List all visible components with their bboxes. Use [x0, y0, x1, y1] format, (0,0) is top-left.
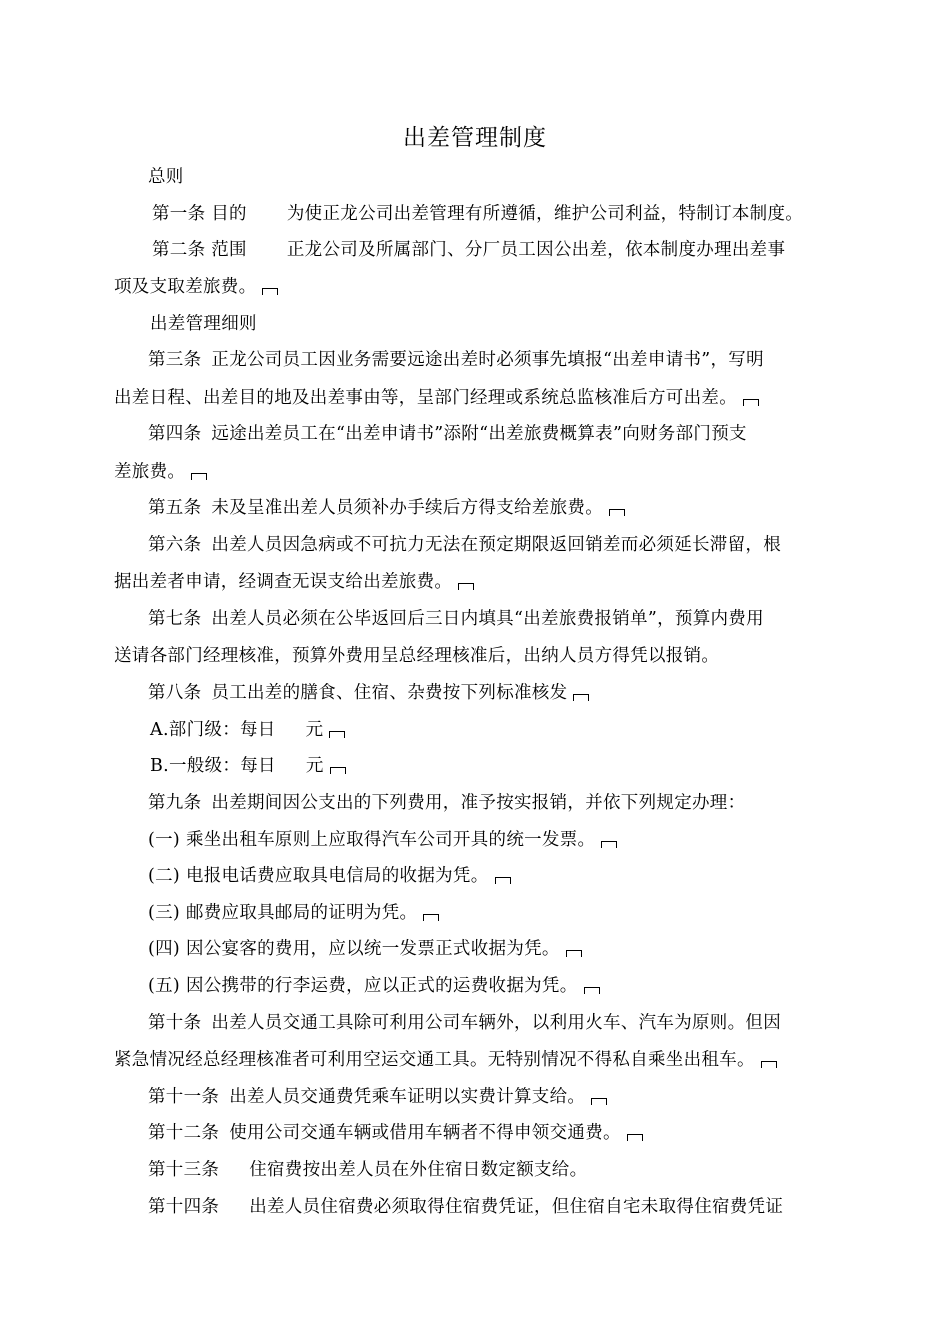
paragraph-mark-icon: [609, 509, 625, 516]
standard-general-level: B.一般级：每日 元: [150, 753, 346, 779]
article-10: 第十条 出差人员交通工具除可利用公司车辆外，以利用火车、汽车为原则。但因: [148, 1013, 782, 1033]
section-heading-details: 出差管理细则: [150, 314, 257, 334]
paragraph-mark-icon: [423, 914, 439, 921]
paragraph-mark-icon: [262, 288, 278, 295]
paragraph-mark-icon: [627, 1134, 643, 1141]
paragraph-mark-icon: [761, 1061, 777, 1068]
paragraph-mark-icon: [573, 694, 589, 701]
article-3-cont: 出差日程、出差目的地及出差事由等，呈部门经理或系统总监核准后方可出差。: [114, 385, 759, 411]
paragraph-mark-icon: [743, 399, 759, 406]
article-1: 第一条 目的 为使正龙公司出差管理有所遵循，维护公司利益，特制订本制度。: [152, 204, 804, 224]
article-12: 第十二条 使用公司交通车辆或借用车辆者不得申领交通费。: [148, 1120, 643, 1146]
article-5: 第五条 未及呈准出差人员须补办手续后方得支给差旅费。: [148, 495, 625, 521]
paragraph-mark-icon: [458, 583, 474, 590]
paragraph-mark-icon: [566, 950, 582, 957]
article-3: 第三条 正龙公司员工因业务需要远途出差时必须事先填报“出差申请书”，写明: [148, 350, 764, 370]
article-6-cont: 据出差者申请，经调查无误支给出差旅费。: [114, 569, 474, 595]
article-9-item-3: (三) 邮费应取具邮局的证明为凭。: [148, 900, 439, 926]
standard-department-level: A.部门级：每日 元: [150, 717, 345, 743]
article-13: 第十三条 住宿费按出差人员在外住宿日数定额支给。: [148, 1160, 588, 1180]
article-4: 第四条 远途出差员工在“出差申请书”添附“出差旅费概算表”向财务部门预支: [148, 424, 747, 444]
article-2: 第二条 范围 正龙公司及所属部门、分厂员工因公出差，依本制度办理出差事: [152, 240, 786, 260]
paragraph-mark-icon: [191, 473, 207, 480]
article-14: 第十四条 出差人员住宿费必须取得住宿费凭证，但住宿自宅未取得住宿费凭证: [148, 1197, 784, 1217]
article-9-item-5: (五) 因公携带的行李运费，应以正式的运费收据为凭。: [148, 973, 600, 999]
article-7-cont: 送请各部门经理核准，预算外费用呈总经理核准后，出纳人员方得凭以报销。: [114, 646, 720, 666]
article-9-item-1: (一) 乘坐出租车原则上应取得汽车公司开具的统一发票。: [148, 827, 617, 853]
paragraph-mark-icon: [329, 731, 345, 738]
article-4-cont: 差旅费。: [114, 459, 207, 485]
section-heading-general: 总则: [148, 167, 184, 187]
article-10-cont: 紧急情况经总经理核准者可利用空运交通工具。无特别情况不得私自乘坐出租车。: [114, 1047, 777, 1073]
paragraph-mark-icon: [330, 767, 346, 774]
article-8: 第八条 员工出差的膳食、住宿、杂费按下列标准核发: [148, 680, 589, 706]
document-title: 出差管理制度: [403, 125, 547, 151]
article-2-cont: 项及支取差旅费。: [114, 274, 278, 300]
article-9: 第九条 出差期间因公支出的下列费用，准予按实报销，并依下列规定办理：: [148, 793, 746, 813]
article-6: 第六条 出差人员因急病或不可抗力无法在预定期限返回销差而必须延长滞留，根: [148, 535, 782, 555]
paragraph-mark-icon: [495, 877, 511, 884]
article-9-item-2: (二) 电报电话费应取具电信局的收据为凭。: [148, 863, 511, 889]
article-11: 第十一条 出差人员交通费凭乘车证明以实费计算支给。: [148, 1084, 607, 1110]
article-9-item-4: (四) 因公宴客的费用，应以统一发票正式收据为凭。: [148, 936, 582, 962]
paragraph-mark-icon: [601, 841, 617, 848]
paragraph-mark-icon: [591, 1098, 607, 1105]
article-7: 第七条 出差人员必须在公毕返回后三日内填具“出差旅费报销单”，预算内费用: [148, 609, 764, 629]
paragraph-mark-icon: [584, 987, 600, 994]
